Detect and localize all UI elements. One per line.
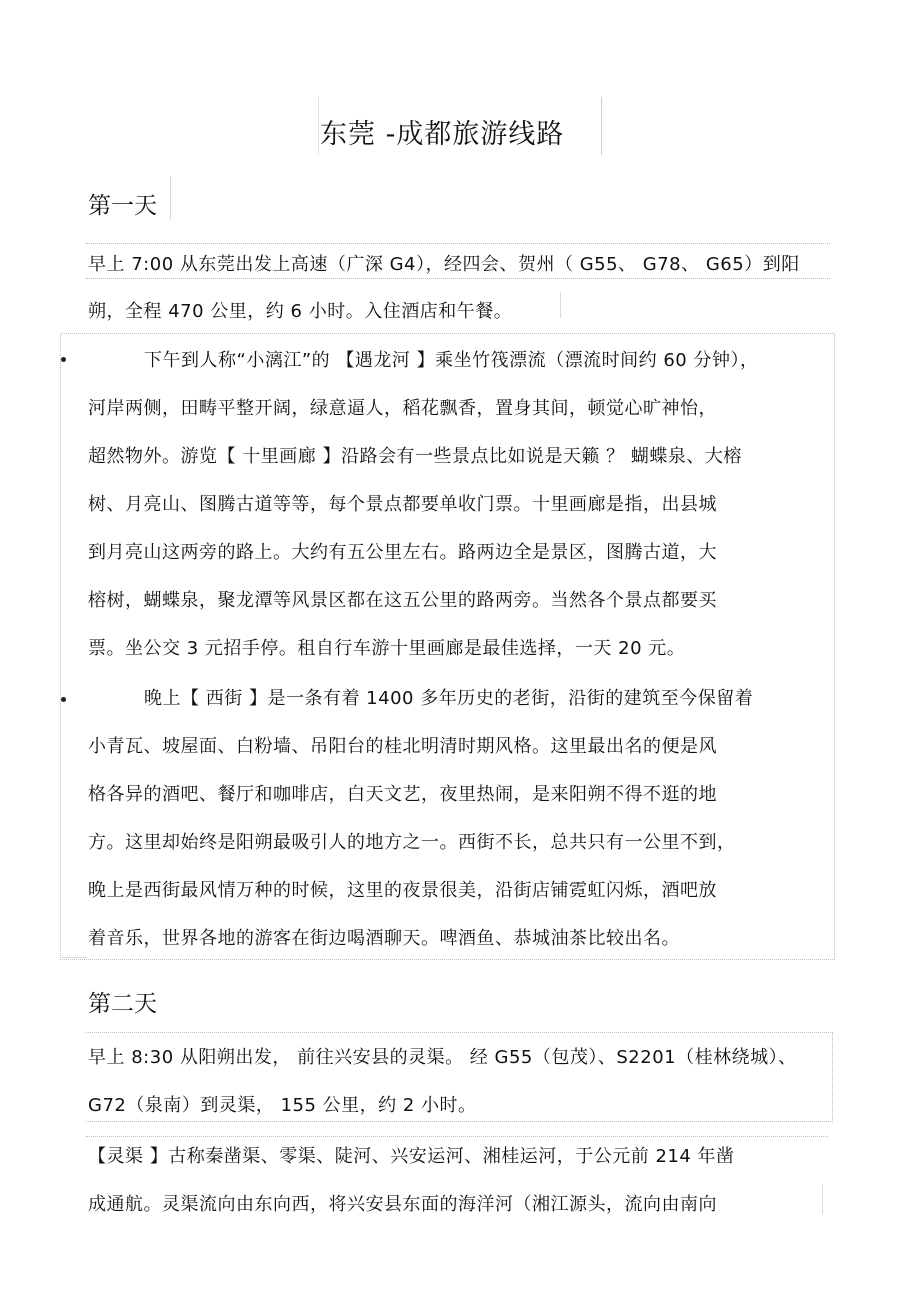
day1-heading: 第一天 [88, 193, 157, 219]
day1-intro-line: 朔，全程 470 公里，约 6 小时。入住酒店和午餐。 [88, 301, 513, 322]
paragraph-line: 晚上【 西街 】是一条有着 1400 多年历史的老街，沿街的建筑至今保留着 [144, 688, 754, 709]
divider [560, 292, 561, 318]
paragraph-line: 方。这里却始终是阳朔最吸引人的地方之一。西街不长，总共只有一公里不到， [88, 832, 736, 853]
bullet-icon [61, 357, 66, 362]
paragraph-line: 超然物外。游览【 十里画廊 】沿路会有一些景点比如说是天籁 ？ 蝴蝶泉、大榕 [88, 446, 742, 467]
paragraph-line: 到月亮山这两旁的路上。大约有五公里左右。路两边全是景区，图腾古道，大 [88, 542, 717, 563]
paragraph-line: 格各异的酒吧、餐厅和咖啡店，白天文艺，夜里热闹，是来阳朔不得不逛的地 [88, 784, 717, 805]
paragraph-line: 成通航。灵渠流向由东向西，将兴安县东面的海洋河（湘江源头，流向由南向 [88, 1194, 717, 1215]
paragraph-line: 晚上是西街最风情万种的时候，这里的夜景很美，沿街店铺霓虹闪烁，酒吧放 [88, 880, 717, 901]
divider [822, 1184, 823, 1214]
divider [60, 957, 86, 958]
paragraph-line: 河岸两侧，田畴平整开阔，绿意逼人，稻花飘香，置身其间，顿觉心旷神怡， [88, 398, 717, 419]
day2-heading: 第二天 [88, 991, 157, 1017]
paragraph-line: 早上 8:30 从阳朔出发， 前往兴安县的灵渠。 经 G55（包茂）、S2201（桂林绕城）、 [88, 1047, 797, 1068]
paragraph-line: 票。坐公交 3 元招手停。租自行车游十里画廊是最佳选择，一天 20 元。 [88, 638, 686, 659]
bullet-icon [61, 697, 66, 702]
paragraph-line: 榕树，蝴蝶泉，聚龙潭等风景区都在这五公里的路两旁。当然各个景点都要买 [88, 590, 717, 611]
paragraph-line: 【灵渠 】古称秦凿渠、零渠、陡河、兴安运河、湘桂运河，于公元前 214 年凿 [88, 1146, 735, 1167]
day1-intro-line: 早上 7:00 从东莞出发上高速（广深 G4），经四会、贺州（ G55、 G78、 G65）到阳 [88, 254, 800, 275]
page-title: 东莞 -成都旅游线路 [320, 119, 565, 150]
paragraph-line: 树、月亮山、图腾古道等等，每个景点都要单收门票。十里画廊是指，出县城 [88, 494, 717, 515]
paragraph-line: 着音乐，世界各地的游客在街边喝酒聊天。啤酒鱼、恭城油茶比较出名。 [88, 928, 680, 949]
paragraph-line: 小青瓦、坡屋面、白粉墙、吊阳台的桂北明清时期风格。这里最出名的便是风 [88, 736, 717, 757]
paragraph-line: 下午到人称“小漓江”的 【遇龙河 】乘坐竹筏漂流（漂流时间约 60 分钟）， [144, 350, 759, 371]
paragraph-line: G72（泉南）到灵渠， 155 公里，约 2 小时。 [88, 1095, 477, 1116]
